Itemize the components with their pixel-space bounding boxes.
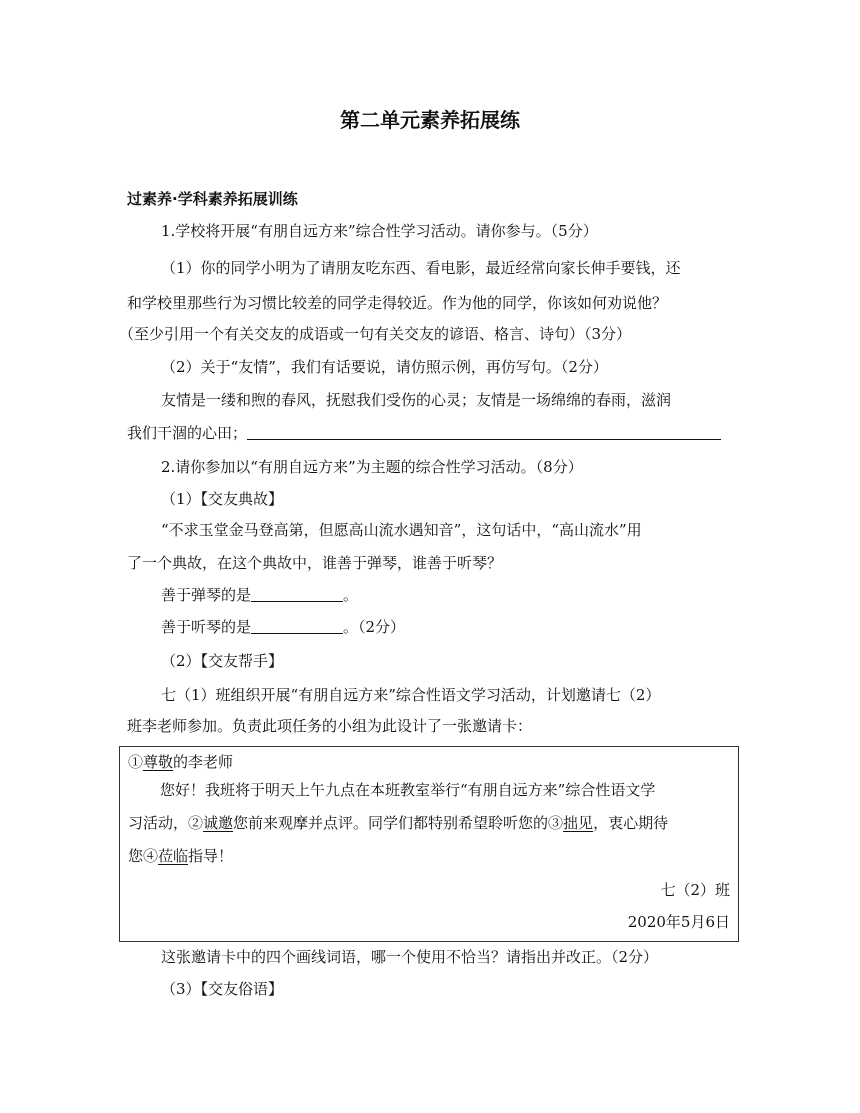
q1-answer-blank[interactable]	[247, 423, 721, 440]
underlined-word-3: 拙见	[563, 814, 594, 832]
mark-1: ①	[128, 753, 144, 771]
card-date: 2020年5月6日	[627, 913, 730, 931]
q2-sub2-heading: （2）【交友帮手】	[161, 652, 284, 670]
q2-blank2-end: 。（2分）	[343, 618, 406, 636]
q2-sub2-line2: 班李老师参加。负责此项任务的小组为此设计了一张邀请卡：	[127, 717, 533, 735]
q2-blank1-end: 。	[343, 586, 359, 604]
body-line2-c: ，衷心期待	[593, 814, 669, 832]
q1-example-line2-text: 我们干涸的心田；	[127, 424, 248, 442]
body-line3-a: 您④	[128, 847, 159, 865]
q1-part1-line3: （至少引用一个有关交友的成语或一句有关交友的谚语、格言、诗句）（3分）	[119, 325, 632, 343]
q2-blank2-label: 善于听琴的是	[161, 618, 252, 636]
card-salutation	[128, 751, 728, 773]
body-line2-a: 习活动，②	[128, 814, 204, 832]
card-signature: 七（2）班	[660, 881, 730, 899]
section-heading: 过素养·学科素养拓展训练	[127, 190, 298, 208]
q2-sub3-heading: （3）【交友俗语】	[161, 980, 284, 998]
q1-part1-line1: （1）你的同学小明为了请朋友吃东西、看电影，最近经常向家长伸手要钱，还	[161, 259, 681, 277]
body-line3-b: 指导！	[188, 847, 234, 865]
q2-blank2-row	[161, 616, 771, 638]
q2-sub2-question: 这张邀请卡中的四个画线词语，哪一个使用不恰当？请指出并改正。（2分）	[161, 948, 659, 966]
q1-part2: （2）关于“友情”，我们有话要说，请仿照示例，再仿写句。（2分）	[161, 358, 608, 376]
q2-sub1-line1: “不求玉堂金马登高第，但愿高山流水遇知音”，这句话中，“高山流水”用	[161, 521, 642, 539]
q2-sub1-heading: （1）【交友典故】	[161, 490, 284, 508]
q2-blank1-row	[161, 584, 771, 606]
underlined-word-1: 尊敬	[143, 753, 174, 771]
q2-sub1-line2: 了一个典故，在这个典故中，谁善于弹琴，谁善于听琴？	[127, 554, 503, 572]
q1-part1-line2: 和学校里那些行为习惯比较差的同学走得较近。作为他的同学，你该如何劝说他？	[127, 294, 668, 312]
page-title: 第二单元素养拓展练	[340, 108, 520, 132]
underlined-word-2: 诚邀	[203, 814, 234, 832]
q2-blank1-field[interactable]	[251, 585, 343, 602]
salutation-rest: 的李老师	[173, 753, 234, 771]
q1-example-line1: 友情是一缕和煦的春风，抚慰我们受伤的心灵；友情是一场绵绵的春雨，滋润	[161, 391, 672, 409]
q1-stem: 1.学校将开展“有朋自远方来”综合性学习活动。请你参与。（5分）	[161, 222, 598, 240]
underlined-word-4: 莅临	[158, 847, 189, 865]
card-body-line3	[128, 845, 728, 867]
q2-blank1-label: 善于弹琴的是	[161, 586, 252, 604]
q2-stem: 2.请你参加以“有朋自远方来”为主题的综合性学习活动。（8分）	[161, 458, 583, 476]
body-line2-b: 您前来观摩并点评。同学们都特别希望聆听您的③	[233, 814, 564, 832]
card-body-line2	[128, 812, 728, 834]
invitation-card	[119, 746, 739, 942]
card-body-line1: 您好！我班将于明天上午九点在本班教室举行“有朋自远方来”综合性语文学	[160, 781, 656, 799]
q2-sub2-line1: 七（1）班组织开展“有朋自远方来”综合性语文学习活动，计划邀请七（2）	[161, 686, 661, 704]
q1-example-line2	[127, 422, 737, 444]
q2-blank2-field[interactable]	[251, 617, 343, 634]
